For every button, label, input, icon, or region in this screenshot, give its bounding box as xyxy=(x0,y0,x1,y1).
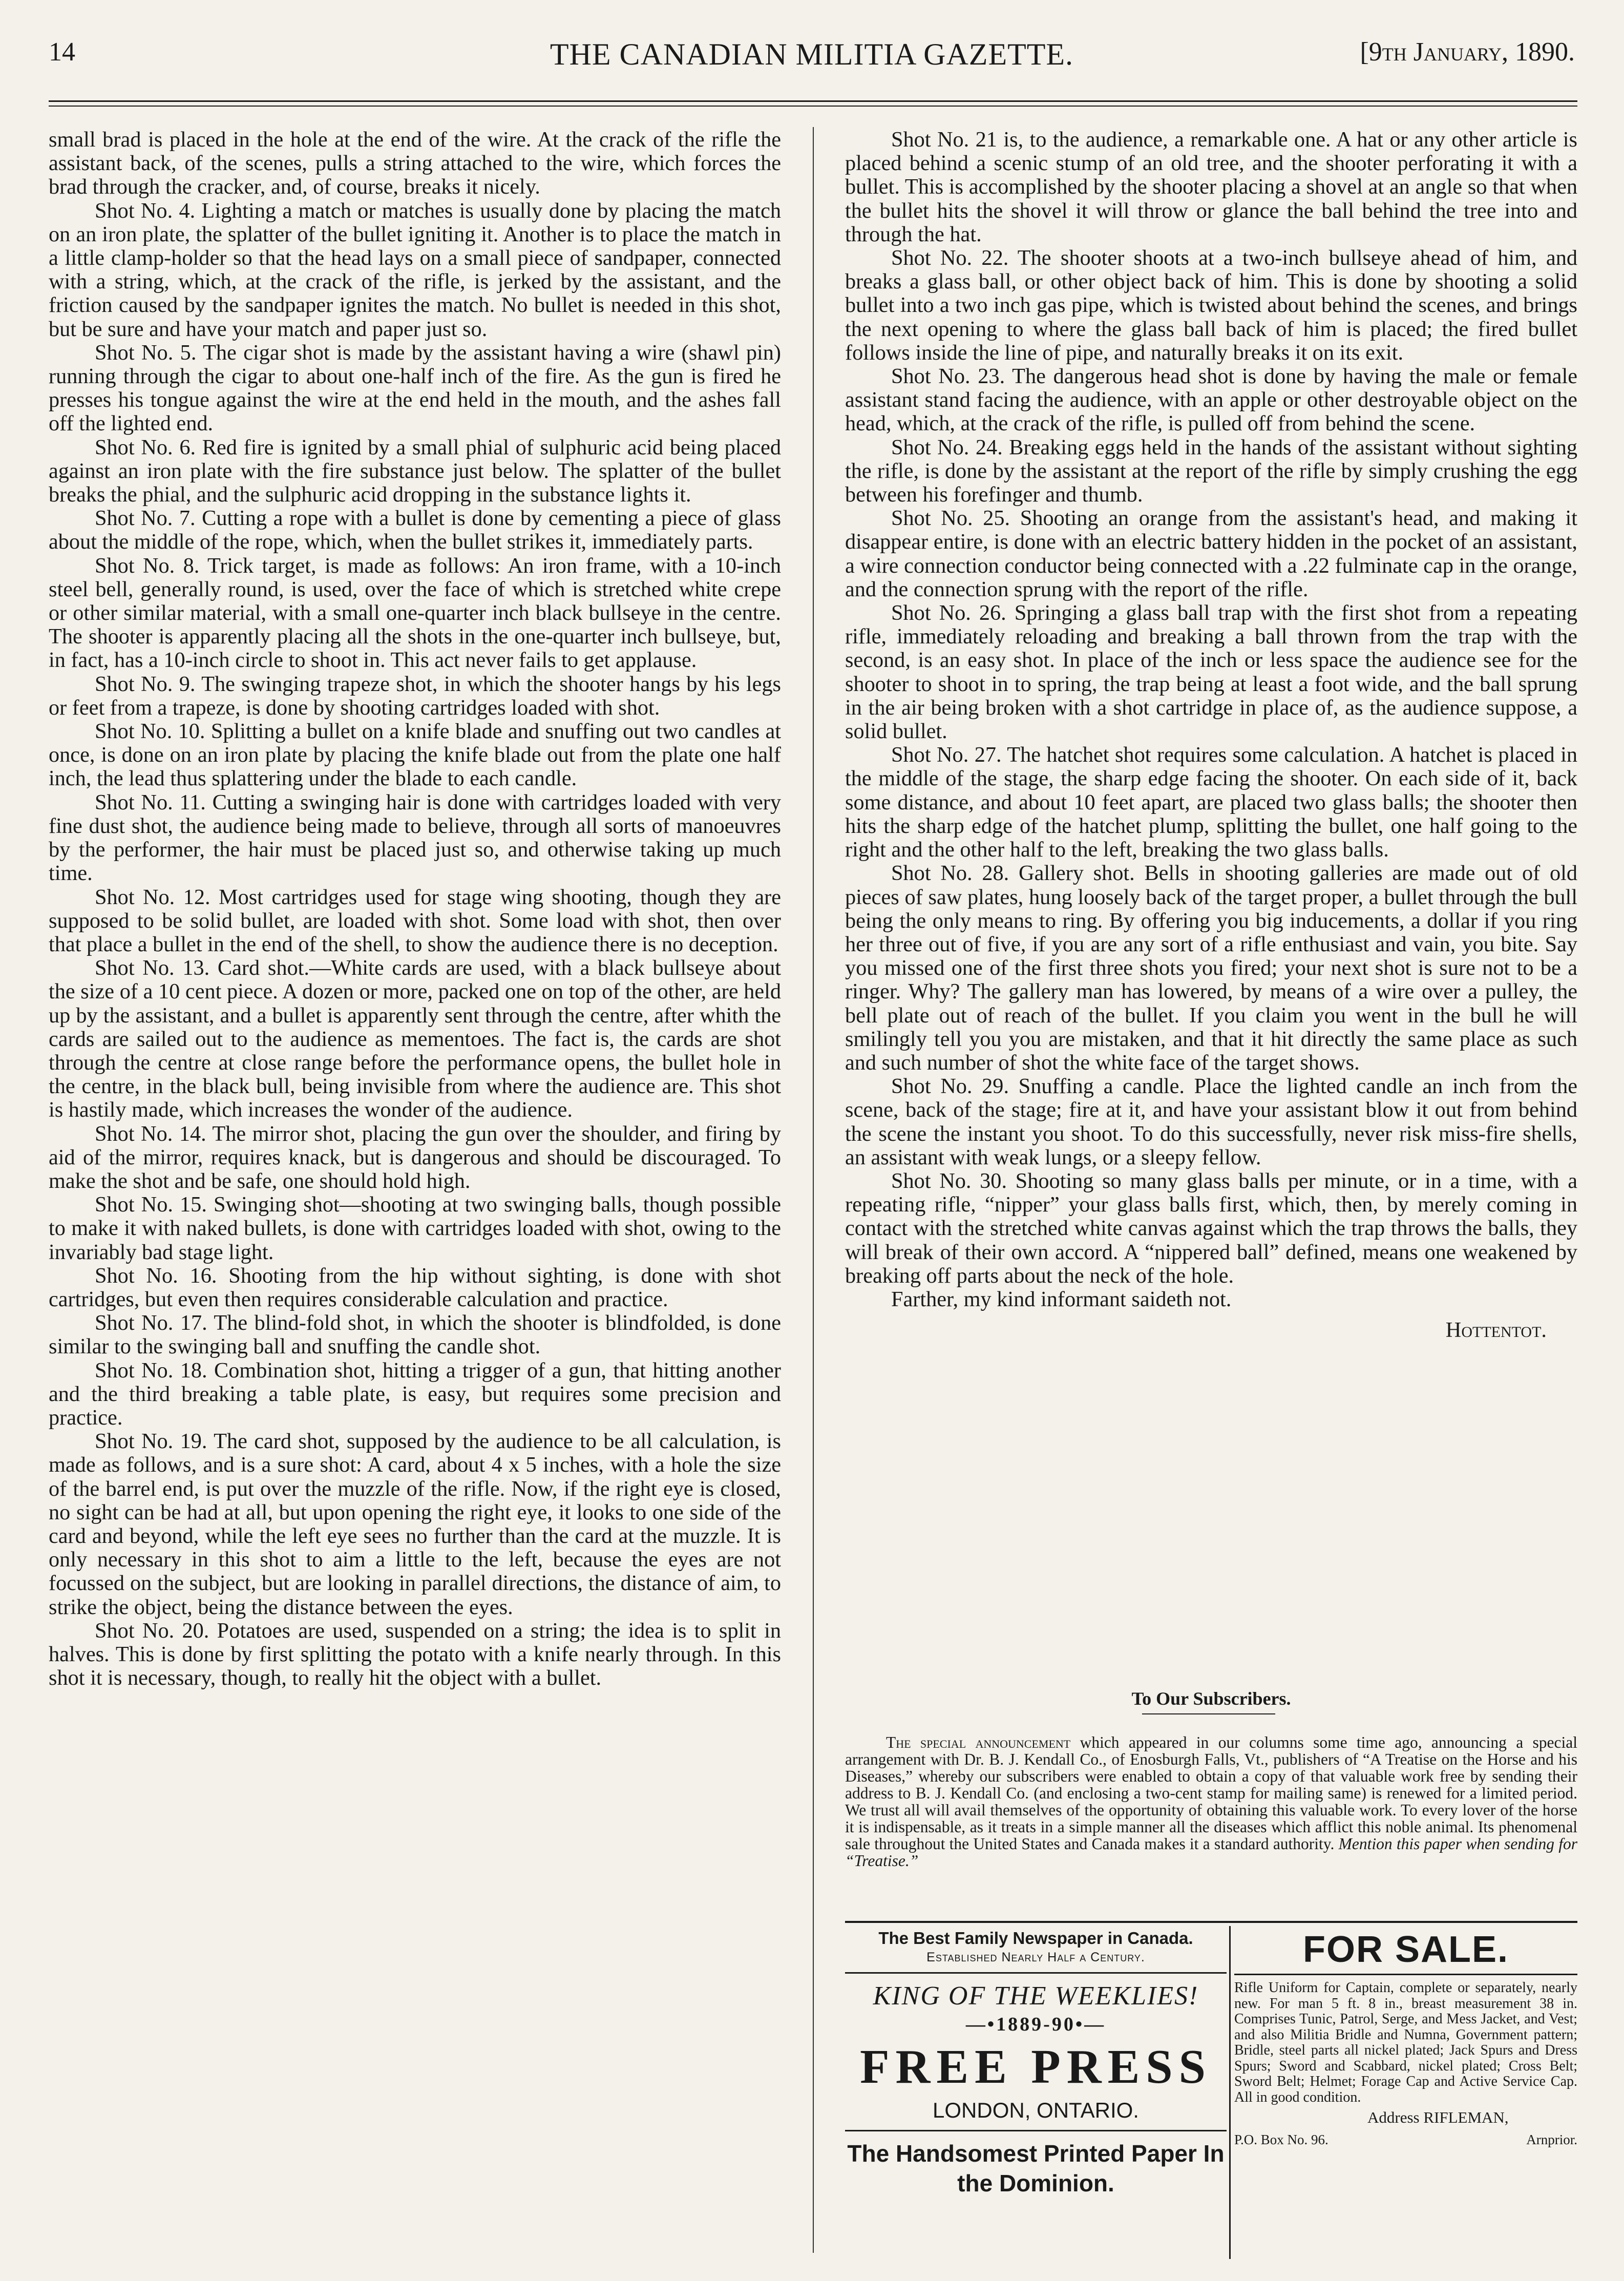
for-sale-address: Address RIFLEMAN, xyxy=(1367,2108,1509,2126)
publication-title: THE CANADIAN MILITIA GAZETTE. xyxy=(550,37,1074,71)
free-press-ad xyxy=(845,1929,1227,2198)
paragraph: Shot No. 30. Shooting so many glass balls per minute, or in a time, with a repeating rifle, “nipper” your glass balls first, which, then, by merely coming in contact with the stretched white canvas against which the trap throws the balls, they will break of their own accord. A “nippered ball” defined, means one weakened by breaking off parts about the neck of the hole. xyxy=(845,1168,1577,1288)
ad-rule xyxy=(1234,1974,1577,1975)
notice-lead-in: The special announcement xyxy=(886,1733,1071,1751)
paragraph: Shot No. 26. Springing a glass ball trap with the first shot from a repeating rifle, immediately reloading and breaking a ball thrown from the trap with the second, is an easy shot. In place of the inch or less space the audience see for the shooter to shoot in to spring, the trap being at least a foot wide, and the ball sprung in the air being broken with a shot cartridge in place of, as the audience suppose, a solid bullet. xyxy=(845,601,1577,744)
paragraph: Shot No. 8. Trick target, is made as follows: An iron frame, with a 10-inch steel bell, generally round, is used, over the face of which is stretched white crepe or other similar material, with a small one-quarter inch black bullseye in the centre. The shooter is apparently placing all the shots in the one-quarter inch bullseye, but, in fact, has a 10-inch circle to shoot in. This act never fails to get applause. xyxy=(49,553,781,673)
for-sale-box: P.O. Box No. 96. xyxy=(1234,2132,1328,2147)
paragraph: Shot No. 29. Snuffing a candle. Place the lighted candle an inch from the scene, back of the stage; fire at it, and have your assistant blow it out from behind the scene the instant you shoot. To do this successfully, never risk miss-fire shells, an assistant with weak lungs, or a sleepy fellow. xyxy=(845,1074,1577,1169)
ad-years: —•1889-90•— xyxy=(965,2014,1106,2035)
paragraph: Shot No. 6. Red fire is ignited by a small phial of sulphuric acid being placed against an iron plate with the fire substance just below. The splatter of the bullet breaks the phial, and the sulphuric acid dropping in the substance lights it. xyxy=(49,435,781,507)
issue-date: [9th January, 1890. xyxy=(1360,37,1575,67)
paragraph: Shot No. 5. The cigar shot is made by the assistant having a wire (shawl pin) running through the cigar to about one-half inch of the fire. As the gun is fired he presses his tongue against the wire at the end held in the mouth, and the ashes fall off the lighted end. xyxy=(49,340,781,436)
ad-slogan: KING OF THE WEEKLIES! xyxy=(873,1981,1199,2011)
paragraph: Shot No. 22. The shooter shoots at a two-inch bullseye ahead of him, and breaks a glass ball, or other object back of him. This is done by shooting a solid bullet into a two inch gas pipe, which is twisted about behind the scenes, and brings the next opening to where the glass ball back of him is placed; the fired bullet follows inside the line of pipe, and naturally breaks it on its exit. xyxy=(845,246,1577,365)
paragraph: Shot No. 21 is, to the audience, a remarkable one. A hat or any other article is placed behind a scenic stump of an old tree, and the shooter perforating it with a bullet. This is accomplished by the shooter placing a shovel at an angle so that when the bullet hits the shovel it will throw or glance the ball behind the tree into and through the hat. xyxy=(845,128,1577,246)
header-rule-bottom xyxy=(49,106,1577,107)
paragraph: Shot No. 11. Cutting a swinging hair is done with cartridges loaded with very fine dust shot, the audience being made to believe, through all sorts of manoeuvres by the performer, the hair must be placed just so, and otherwise taking up much time. xyxy=(49,790,781,886)
for-sale-ad xyxy=(1234,1929,1577,2148)
notice-body: which appeared in our columns some time ago, announcing a special arrangement with Dr. B. J. Kendall Co., of Enosburgh Falls, Vt., publishers of “A Treatise on the Horse and his Diseases,” whereby our subscribers were enabled to obtain a copy of that valuable work free by sending their address to B. J. Kendall Co. (and enclosing a two-cent stamp for mailing same) is renewed for a limited period. We trust all will avail themselves of the opportunity of obtaining this valuable work. To every lover of the horse it is indispensable, as it treats in a simple manner all the diseases which afflict this noble animal. Its phenomenal sale throughout the United States and Canada makes it a standard authority. xyxy=(845,1733,1577,1853)
ad-divider xyxy=(1229,1926,1231,2259)
paragraph: Shot No. 4. Lighting a match or matches is usually done by placing the match on an iron plate, the splatter of the bullet igniting it. Another is to place the match in a little clamp-holder so that the head lays on a small piece of sandpaper, connected with a string, which, at the crack of the rifle, is jerked by the assistant, and the friction caused by the sandpaper ignites the match. No bullet is needed in this shot, but be sure and have your match and paper just so. xyxy=(49,198,781,341)
paragraph: Shot No. 13. Card shot.—White cards are used, with a black bullseye about the size of a 10 cent piece. A dozen or more, packed one on top of the other, are held up by the assistant, and a bullet is apparently sent through the centre, after whith the cards are sailed out to the audience as mementoes. The fact is, the cards are shot through the centre at close range before the performance opens, the bullet hole in the centre, in the black bull, being invisible from where the audience are. This shot is hastily made, which increases the wonder of the audience. xyxy=(49,956,781,1122)
page-header xyxy=(49,37,1575,83)
paragraph: Shot No. 20. Potatoes are used, suspended on a string; the idea is to split in halves. This is done by first splitting the potato with a knife nearly through. In this shot it is necessary, though, to really hit the object with a bullet. xyxy=(49,1618,781,1690)
paragraph: Shot No. 25. Shooting an orange from the assistant's head, and making it disappear entire, is done with an electric battery hidden in the pocket of an assistant, a wire connection conductor being connected with a .22 fulminate cap in the orange, and the connection sprung with the report of the rifle. xyxy=(845,506,1577,601)
right-column xyxy=(845,128,1577,1342)
paragraph: Shot No. 16. Shooting from the hip without sighting, is done with shot cartridges, but even then requires considerable calculation and practice. xyxy=(49,1263,781,1311)
for-sale-town: Arnprior. xyxy=(1526,2132,1577,2147)
notice-closing: Mention this paper when sending for “Treatise.” xyxy=(845,1835,1577,1870)
paragraph: Shot No. 24. Breaking eggs held in the hands of the assistant without sighting the rifle, is done by the assistant at the report of the rifle by simply crushing the egg between his forefinger and thumb. xyxy=(845,435,1577,507)
paragraph: small brad is placed in the hole at the end of the wire. At the crack of the rifle the assistant back, of the scenes, pulls a string attached to the wire, which forces the brad through the cracker, and, of course, breaks it nicely. xyxy=(49,128,781,199)
ad-paper-name: FREE PRESS xyxy=(860,2040,1212,2094)
header-rule-top xyxy=(49,100,1577,102)
ad-tagline: The Best Family Newspaper in Canada. xyxy=(878,1929,1193,1948)
paragraph: Shot No. 19. The card shot, supposed by the audience to be all calculation, is made as follows, and is a sure shot: A card, about 4 x 5 inches, with a hole the size of the barrel end, is put over the muzzle of the rifle. Now, if the right eye is closed, no sight can be had at all, but upon opening the right eye, it looks to one side of the card and beyond, while the left eye sees no further than the card at the muzzle. It is only necessary in this shot to aim a little to the left, because the eyes are not focussed on the subject, but are looking in parallel directions, the distance of aim, to strike the object, being the distance between the eyes. xyxy=(49,1429,781,1619)
ad-claim: The Handsomest Printed Paper In the Dominion. xyxy=(847,2140,1225,2196)
subscribers-heading: To Our Subscribers. xyxy=(1131,1688,1291,1709)
ad-city: LONDON, ONTARIO. xyxy=(933,2098,1139,2122)
paragraph: Shot No. 14. The mirror shot, placing the gun over the shoulder, and firing by aid of the mirror, requires knack, but is dangerous and should be discouraged. To make the shot and be safe, one should hold high. xyxy=(49,1121,781,1193)
for-sale-heading: FOR SALE. xyxy=(1302,1929,1509,1970)
subscribers-notice xyxy=(845,1734,1577,1869)
left-column xyxy=(49,128,781,1690)
paragraph: Shot No. 12. Most cartridges used for stage wing shooting, though they are supposed to be solid bullet, are loaded with shot. Some load with shot, then over that place a bullet in the end of the shell, to show the audience there is no deception. xyxy=(49,885,781,956)
ad-established: Established Nearly Half a Century. xyxy=(926,1950,1145,1964)
paragraph: Shot No. 27. The hatchet shot requires some calculation. A hatchet is placed in the middle of the stage, the sharp edge facing the shooter. On each side of it, back some distance, and about 10 feet apart, are placed two glass balls; the shooter then hits the sharp edge of the hatchet plump, splitting the bullet, one half going to the right and the other half to the left, breaking the two glass balls. xyxy=(845,743,1577,862)
paragraph: Shot No. 28. Gallery shot. Bells in shooting galleries are made out of old pieces of saw plates, hung loosely back of the target proper, a bullet through the bull being the only means to ring. By offering you big inducements, a dollar if you ring her three out of five, if you are any sort of a rifle enthusiast and vain, you bite. Say you missed one of the first three shots you fired; your next shot is sure not to be a ringer. Why? The gallery man has lowered, by means of a wire over a pulley, the bell plate out of reach of the bullet. If you claim you went in the bull he will smilingly tell you you are mistaken, and that it hit directly the same place as such and such number of shot the white face of the target shows. xyxy=(845,861,1577,1075)
paragraph: Shot No. 15. Swinging shot—shooting at two swinging balls, though possible to make it with naked bullets, is done with cartridges loaded with shot, owing to the invariably bad stage light. xyxy=(49,1192,781,1264)
column-divider xyxy=(813,127,814,2253)
paragraph: Shot No. 9. The swinging trapeze shot, in which the shooter hangs by his legs or feet from a trapeze, is done by shooting cartridges loaded with shot. xyxy=(49,672,781,720)
paragraph: Shot No. 10. Splitting a bullet on a knife blade and snuffing out two candles at once, is done on an iron plate by placing the knife blade out from the plate one half inch, the lead thus splattering under the blade to each candle. xyxy=(49,719,781,791)
paragraph: Shot No. 17. The blind-fold shot, in which the shooter is blindfolded, is done similar to the swinging ball and snuffing the candle shot. xyxy=(49,1311,781,1359)
ad-rule xyxy=(845,1972,1227,1974)
paragraph: Shot No. 18. Combination shot, hitting a trigger of a gun, that hitting another and the third breaking a table plate, is easy, but requires some precision and practice. xyxy=(49,1358,781,1430)
page-number: 14 xyxy=(49,37,75,67)
subscribers-rule xyxy=(1142,1713,1275,1714)
for-sale-body: Rifle Uniform for Captain, complete or separately, nearly new. For man 5 ft. 8 in., breast measurement 38 in. Comprises Tunic, Patrol, Serge, and Mess Jacket, and Vest; and also Militia Bridle and Numna, Government pattern; Bridle, steel parts all nickel plated; Jack Spurs and Dress Spurs; Sword and Scabbard, nickel plated; Cross Belt; Sword Belt; Helmet; Forage Cap and Active Service Cap. All in good condition. xyxy=(1234,1980,1577,2105)
paragraph: Shot No. 23. The dangerous head shot is done by having the male or female assistant stand facing the audience, with an apple or other destroyable object on the head, which, at the crack of the rifle, is pulled off from behind the scene. xyxy=(845,364,1577,436)
ad-rule xyxy=(845,2130,1227,2131)
author-signature: Hottentot. xyxy=(1445,1318,1547,1343)
paragraph: Shot No. 7. Cutting a rope with a bullet is done by cementing a piece of glass about the middle of the rope, which, when the bullet strikes it, immediately parts. xyxy=(49,506,781,554)
paragraph: Farther, my kind informant saideth not. xyxy=(891,1287,1232,1311)
